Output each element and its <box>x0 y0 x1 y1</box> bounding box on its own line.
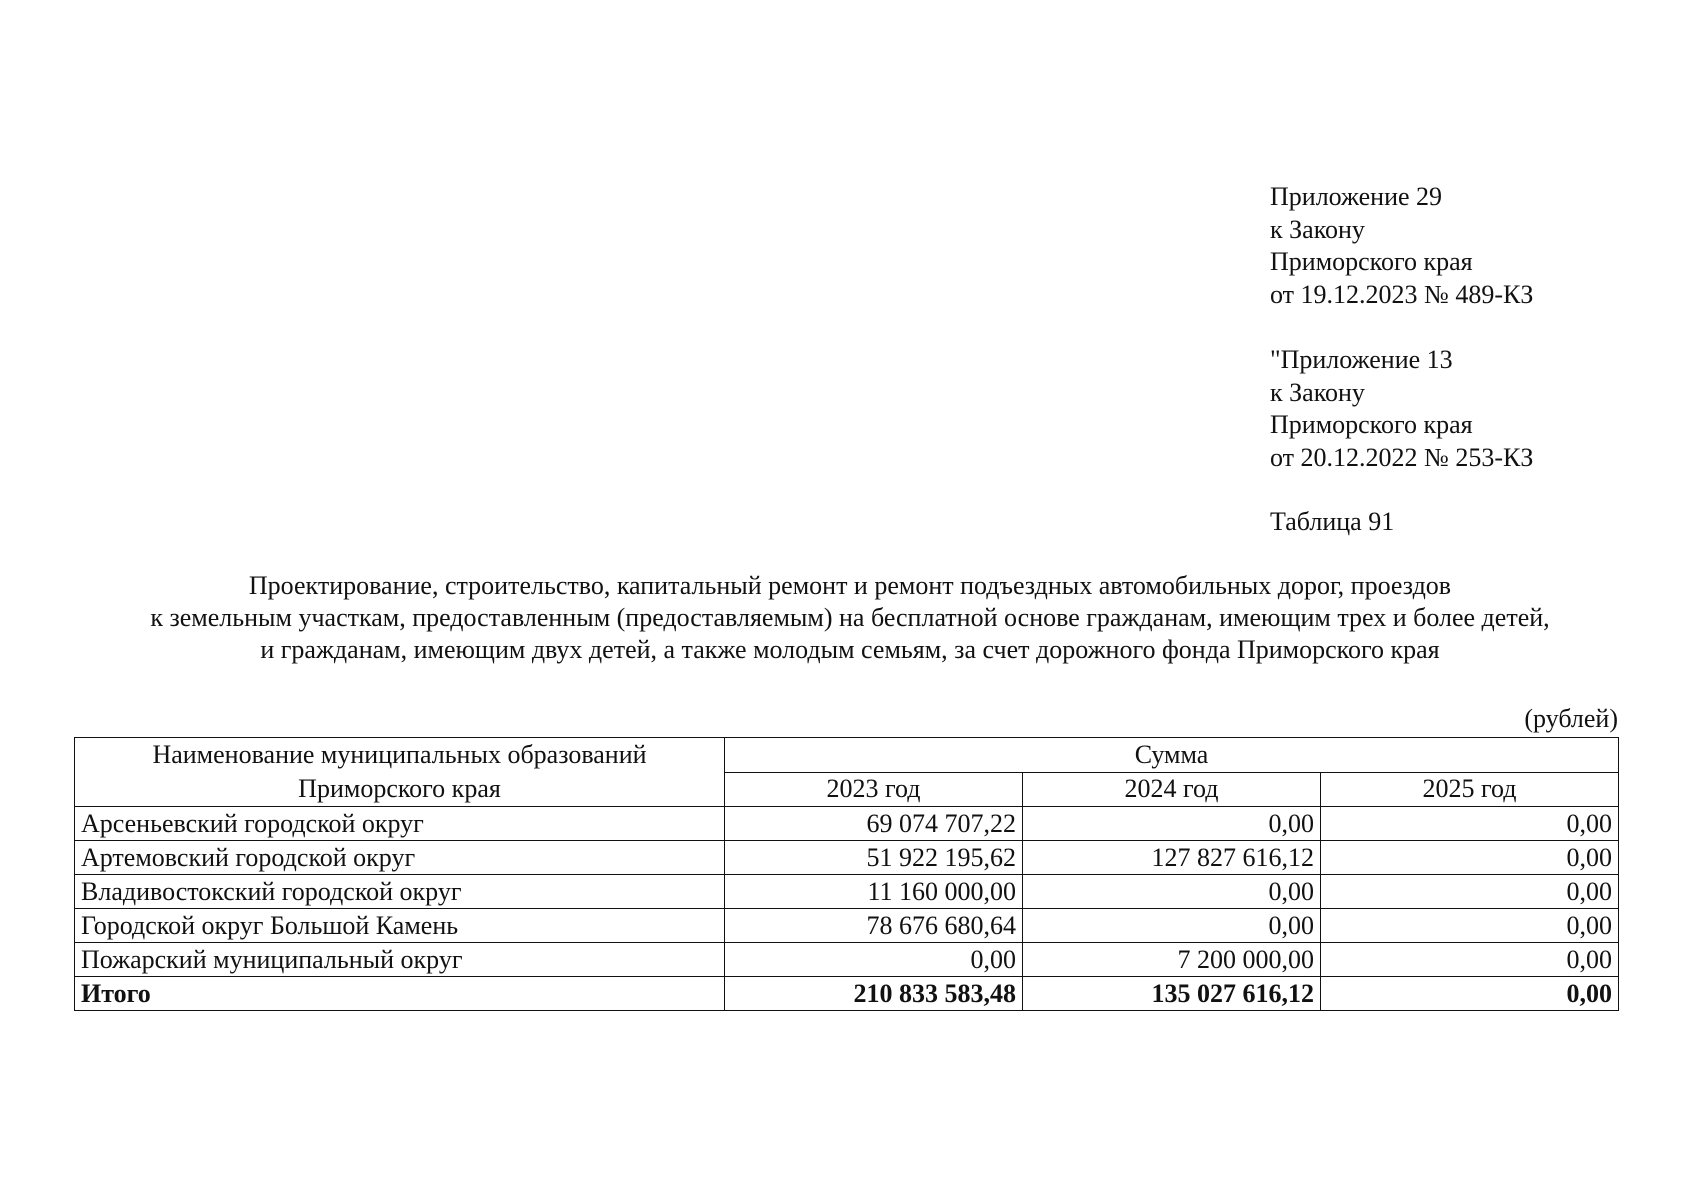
municipality-name: Арсеньевский городской округ <box>75 807 725 841</box>
annex-29-line: Приморского края <box>1270 247 1473 276</box>
table-number: Таблица 91 <box>1270 507 1395 536</box>
amount-2024: 0,00 <box>1023 909 1321 943</box>
municipality-name: Владивостокский городской округ <box>75 875 725 909</box>
amount-2025: 0,00 <box>1321 943 1619 977</box>
amount-2024: 7 200 000,00 <box>1023 943 1321 977</box>
annex-29-line: от 19.12.2023 № 489-КЗ <box>1270 279 1534 309</box>
table-row <box>75 909 1619 943</box>
amount-2023: 51 922 195,62 <box>725 841 1023 875</box>
funding-table <box>74 737 1619 1011</box>
municipality-name: Городской округ Большой Камень <box>75 909 725 943</box>
table-header-row <box>75 738 1619 773</box>
total-row <box>75 977 1619 1011</box>
header-name-line: Наименование муниципальных образований <box>152 740 647 769</box>
title-line: к земельным участкам, предоставленным (предоставляемым) на бесплатной основе гражданам, имеющим трех и более детей, <box>150 603 1550 632</box>
amount-2025: 0,00 <box>1321 875 1619 909</box>
title-line: Проектирование, строительство, капитальный ремонт и ремонт подъездных автомобильных дорог, проездов <box>248 571 1452 600</box>
amount-2023: 11 160 000,00 <box>725 875 1023 909</box>
amount-2023: 78 676 680,64 <box>725 909 1023 943</box>
total-2025: 0,00 <box>1321 977 1619 1011</box>
municipality-name: Пожарский муниципальный округ <box>75 943 725 977</box>
amount-2024: 0,00 <box>1023 875 1321 909</box>
header-name-line: Приморского края <box>298 774 501 803</box>
amount-2024: 0,00 <box>1023 807 1321 841</box>
sum-column-header: Сумма <box>725 738 1619 773</box>
document-title <box>60 570 1640 666</box>
title-line: и гражданам, имеющим двух детей, а также молодым семьям, за счет дорожного фонда Приморского края <box>260 635 1440 664</box>
total-2024: 135 027 616,12 <box>1023 977 1321 1011</box>
annex-13-line: "Приложение 13 <box>1270 345 1453 374</box>
table-row <box>75 875 1619 909</box>
municipality-column-header <box>75 738 725 807</box>
amount-2025: 0,00 <box>1321 841 1619 875</box>
annex-13-line: от 20.12.2022 № 253-КЗ <box>1270 442 1534 472</box>
table-row <box>75 807 1619 841</box>
municipality-name: Артемовский городской округ <box>75 841 725 875</box>
annex-29-line: к Закону <box>1270 214 1365 244</box>
annex-13-line: к Закону <box>1270 377 1365 407</box>
amount-2023: 69 074 707,22 <box>725 807 1023 841</box>
annex-29-line: Приложение 29 <box>1270 182 1443 211</box>
year-2023-header: 2023 год <box>725 772 1023 807</box>
annex-13-reference <box>1270 344 1533 474</box>
total-label: Итого <box>75 977 725 1011</box>
table-row <box>75 841 1619 875</box>
annex-29-reference <box>1270 181 1533 311</box>
amount-2025: 0,00 <box>1321 909 1619 943</box>
year-2024-header: 2024 год <box>1023 772 1321 807</box>
annex-13-line: Приморского края <box>1270 410 1473 439</box>
year-2025-header: 2025 год <box>1321 772 1619 807</box>
table-row <box>75 943 1619 977</box>
amount-2024: 127 827 616,12 <box>1023 841 1321 875</box>
units-label: (рублей) <box>1524 704 1618 733</box>
total-2023: 210 833 583,48 <box>725 977 1023 1011</box>
amount-2025: 0,00 <box>1321 807 1619 841</box>
amount-2023: 0,00 <box>725 943 1023 977</box>
